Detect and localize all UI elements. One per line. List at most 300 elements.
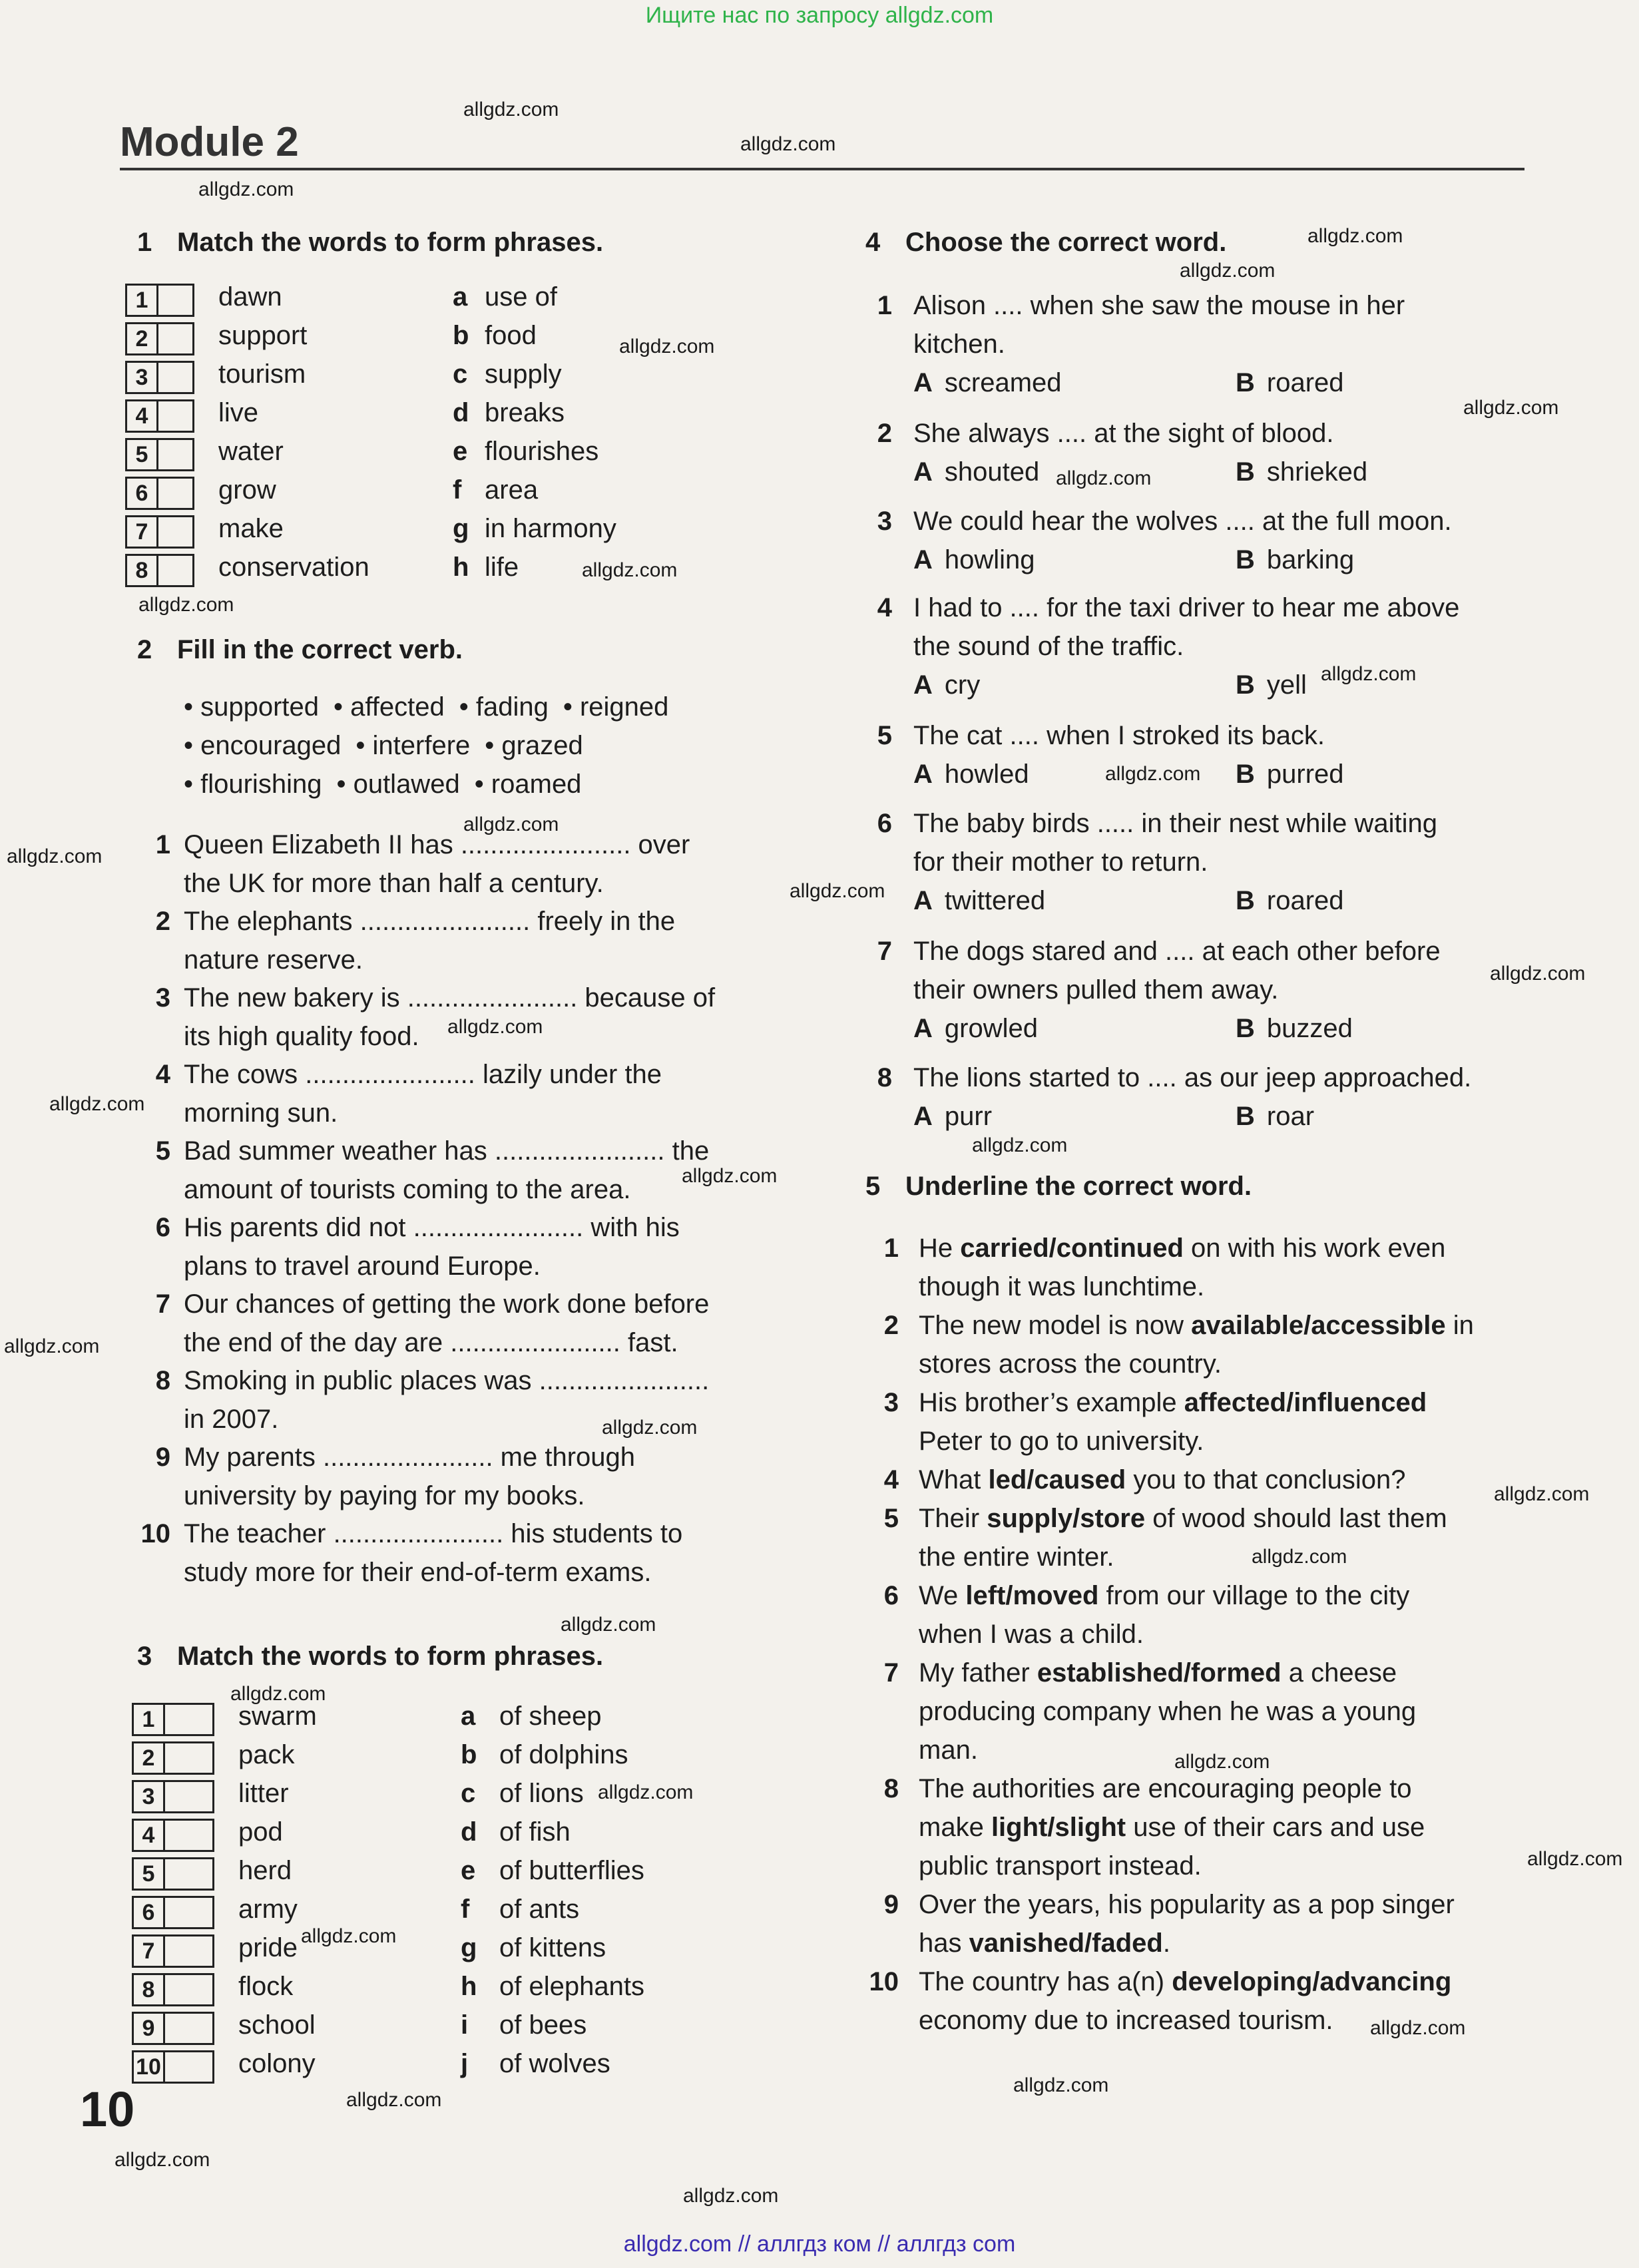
match-letter: d xyxy=(461,1817,477,1847)
option-a[interactable] xyxy=(913,881,1045,920)
match-word: live xyxy=(218,398,259,427)
option-b[interactable] xyxy=(1236,881,1344,920)
watermark-text: allgdz.com xyxy=(602,1417,698,1439)
option-a-text: twittered xyxy=(944,886,1046,915)
option-b[interactable] xyxy=(1236,363,1344,402)
item-number: 7 xyxy=(155,1289,170,1319)
option-b[interactable] xyxy=(1236,541,1354,579)
fill-in-item xyxy=(137,825,776,903)
watermark-text: allgdz.com xyxy=(972,1134,1068,1156)
verb-option: • fading xyxy=(459,692,549,722)
verb-option: • interfere xyxy=(355,731,471,760)
match-word: tourism xyxy=(218,359,306,389)
page-number: 10 xyxy=(80,2082,135,2137)
watermark-text: allgdz.com xyxy=(582,559,678,581)
item-line: for their mother to return. xyxy=(913,847,1208,877)
answer-options[interactable]: led/caused xyxy=(988,1465,1126,1494)
option-b-text: purred xyxy=(1266,760,1344,789)
text: in xyxy=(1445,1311,1474,1340)
option-a[interactable] xyxy=(913,453,1039,491)
item-line: the sound of the traffic. xyxy=(913,632,1184,661)
ex2-heading xyxy=(137,635,463,665)
match-phrase: of sheep xyxy=(499,1701,602,1731)
match-phrase: of fish xyxy=(499,1817,571,1847)
watermark-text: allgdz.com xyxy=(1307,225,1403,247)
match-word: make xyxy=(218,514,284,543)
option-b-letter: B xyxy=(1236,457,1255,487)
match-row xyxy=(132,1933,798,1972)
answer-box-number: 4 xyxy=(134,1821,165,1850)
answer-box[interactable] xyxy=(125,361,194,394)
option-b-text: barking xyxy=(1266,545,1355,574)
answer-box[interactable] xyxy=(132,1973,214,2006)
answer-box[interactable] xyxy=(125,554,194,587)
answer-box-number: 8 xyxy=(127,556,158,585)
verb-option: • flourishing xyxy=(184,770,322,799)
match-letter: e xyxy=(461,1856,476,1885)
match-row xyxy=(132,2049,798,2088)
item-number: 10 xyxy=(869,1967,899,1996)
item-line xyxy=(919,1461,1511,1499)
answer-box[interactable] xyxy=(132,1934,214,1968)
verb-bank-line-2 xyxy=(184,731,598,761)
verb-bank-line-3 xyxy=(184,770,596,799)
item-line: Queen Elizabeth II has ....................... over xyxy=(184,830,690,859)
watermark-text: allgdz.com xyxy=(1370,2017,1466,2039)
watermark-text: allgdz.com xyxy=(790,880,885,902)
answer-options[interactable]: light/slight xyxy=(991,1813,1126,1842)
item-line xyxy=(919,1654,1511,1692)
option-a-letter: A xyxy=(913,670,933,700)
ex2-number: 2 xyxy=(137,635,152,664)
item-line: man. xyxy=(919,1735,978,1765)
fill-in-item xyxy=(137,1055,776,1132)
item-line xyxy=(919,1576,1511,1615)
ex2-title: Fill in the correct verb. xyxy=(177,635,463,664)
watermark-text: allgdz.com xyxy=(740,133,836,155)
answer-box[interactable] xyxy=(132,1857,214,1891)
item-line: Alison .... when she saw the mouse in her xyxy=(913,291,1405,320)
item-line xyxy=(919,1885,1511,1924)
ex3-number: 3 xyxy=(137,1642,152,1671)
option-b[interactable] xyxy=(1236,755,1344,794)
match-row xyxy=(125,359,791,398)
text: a cheese xyxy=(1281,1658,1397,1688)
watermark-text: allgdz.com xyxy=(230,1683,326,1705)
option-a-text: howled xyxy=(944,760,1029,789)
match-word: conservation xyxy=(218,553,369,582)
watermark-text: allgdz.com xyxy=(4,1335,100,1357)
match-phrase: in harmony xyxy=(485,514,616,543)
match-phrase: of butterflies xyxy=(499,1856,644,1885)
text: He xyxy=(919,1234,961,1263)
text: The authorities are encouraging people to xyxy=(919,1774,1412,1803)
match-phrase: of dolphins xyxy=(499,1740,628,1769)
match-letter: c xyxy=(453,359,468,389)
choice-item xyxy=(865,588,1531,708)
answer-options[interactable]: established/formed xyxy=(1037,1658,1282,1688)
match-row xyxy=(132,1779,798,1817)
choice-item xyxy=(865,804,1531,924)
match-phrase: flourishes xyxy=(485,437,599,466)
item-line: amount of tourists coming to the area. xyxy=(184,1175,631,1204)
item-line: I had to .... for the taxi driver to hear me above xyxy=(913,593,1460,622)
match-row xyxy=(132,1701,798,1740)
option-a[interactable] xyxy=(913,666,980,704)
watermark-text: allgdz.com xyxy=(682,1165,778,1187)
option-a[interactable] xyxy=(913,1009,1038,1048)
answer-box[interactable] xyxy=(132,1741,214,1775)
answer-box-number: 6 xyxy=(127,479,158,508)
answer-box[interactable] xyxy=(125,284,194,317)
match-phrase: of wolves xyxy=(499,2049,610,2078)
item-number: 7 xyxy=(883,1658,899,1688)
match-word: pod xyxy=(238,1817,283,1847)
answer-box[interactable] xyxy=(132,1819,214,1852)
item-line: their owners pulled them away. xyxy=(913,975,1279,1005)
match-phrase: of kittens xyxy=(499,1933,606,1962)
match-letter: f xyxy=(453,475,462,505)
answer-box[interactable] xyxy=(132,1703,214,1736)
answer-box[interactable] xyxy=(132,2012,214,2045)
item-line: public transport instead. xyxy=(919,1851,1202,1881)
fill-in-item xyxy=(137,1514,776,1592)
item-line: morning sun. xyxy=(184,1098,338,1128)
item-number: 9 xyxy=(883,1890,899,1919)
answer-box-number: 8 xyxy=(134,1975,165,2004)
watermark-text: allgdz.com xyxy=(1013,2074,1109,2096)
watermark-text: allgdz.com xyxy=(619,336,715,357)
ex5-heading xyxy=(865,1172,1252,1202)
watermark-text: allgdz.com xyxy=(1527,1848,1623,1870)
item-line: producing company when he was a young xyxy=(919,1697,1417,1726)
answer-box[interactable] xyxy=(132,1780,214,1813)
item-line: the UK for more than half a century. xyxy=(184,869,604,898)
match-phrase: area xyxy=(485,475,539,505)
item-number: 2 xyxy=(155,907,170,936)
answer-box-number: 2 xyxy=(127,324,158,353)
item-line xyxy=(919,1962,1511,2001)
match-word: herd xyxy=(238,1856,292,1885)
option-b-text: roared xyxy=(1266,368,1344,397)
item-line: The baby birds ..... in their nest while waiting xyxy=(913,809,1438,838)
item-number: 1 xyxy=(883,1234,899,1263)
match-letter: f xyxy=(461,1895,470,1924)
match-word: swarm xyxy=(238,1701,317,1731)
option-a-text: screamed xyxy=(944,368,1062,397)
match-letter: i xyxy=(461,2010,469,2040)
ex1-number: 1 xyxy=(137,228,152,257)
option-b-text: roared xyxy=(1266,886,1344,915)
watermark-text: allgdz.com xyxy=(1494,1483,1590,1505)
verb-option: • supported xyxy=(184,692,320,722)
match-letter: h xyxy=(453,553,469,582)
item-number: 6 xyxy=(883,1581,899,1610)
fill-in-item xyxy=(137,1438,776,1515)
match-letter: g xyxy=(461,1933,477,1962)
item-line: The teacher ....................... his students to xyxy=(184,1519,683,1548)
match-row xyxy=(132,1856,798,1895)
item-number: 8 xyxy=(877,1063,892,1092)
answer-box[interactable] xyxy=(125,322,194,355)
watermark-text: allgdz.com xyxy=(346,2089,442,2111)
option-a-text: shouted xyxy=(944,457,1040,487)
match-row xyxy=(125,553,791,591)
option-a[interactable] xyxy=(913,541,1035,579)
answer-box-number: 10 xyxy=(134,2052,165,2082)
fill-in-item xyxy=(137,1285,776,1362)
option-b-text: roar xyxy=(1266,1102,1315,1131)
option-a-letter: A xyxy=(913,545,933,574)
option-b[interactable] xyxy=(1236,1097,1314,1136)
item-number: 3 xyxy=(883,1388,899,1417)
item-line: The new bakery is ....................... because of xyxy=(184,983,716,1013)
item-line xyxy=(919,1499,1511,1538)
match-word: dawn xyxy=(218,282,282,312)
match-letter: g xyxy=(453,514,469,543)
match-word: pride xyxy=(238,1933,298,1962)
match-letter: c xyxy=(461,1779,476,1808)
choice-item xyxy=(865,1058,1531,1178)
match-phrase: of elephants xyxy=(499,1972,644,2001)
item-line xyxy=(919,1229,1511,1267)
match-letter: j xyxy=(461,2049,469,2078)
option-b[interactable] xyxy=(1236,1009,1353,1048)
option-a-text: growled xyxy=(944,1014,1038,1043)
watermark-text: allgdz.com xyxy=(1463,397,1559,419)
answer-box-number: 2 xyxy=(134,1743,165,1773)
item-number: 8 xyxy=(883,1774,899,1803)
item-number: 4 xyxy=(877,593,892,622)
answer-box[interactable] xyxy=(125,399,194,433)
match-phrase: food xyxy=(485,321,537,350)
match-word: pack xyxy=(238,1740,295,1769)
match-row xyxy=(132,1972,798,2010)
match-word: water xyxy=(218,437,284,466)
answer-options[interactable]: affected/influenced xyxy=(1184,1388,1427,1417)
answer-box[interactable] xyxy=(132,2050,214,2084)
option-b-text: buzzed xyxy=(1266,1014,1353,1043)
match-row xyxy=(132,1895,798,1933)
match-row xyxy=(125,475,791,514)
item-number: 7 xyxy=(877,937,892,966)
item-number: 5 xyxy=(883,1504,899,1533)
answer-options[interactable]: carried/continued xyxy=(960,1234,1184,1263)
option-b[interactable] xyxy=(1236,666,1307,704)
item-line: economy due to increased tourism. xyxy=(919,2006,1333,2035)
match-row xyxy=(132,2010,798,2049)
item-number: 5 xyxy=(877,721,892,750)
answer-box-number: 1 xyxy=(127,286,158,315)
option-b[interactable] xyxy=(1236,453,1367,491)
watermark-text: allgdz.com xyxy=(1105,763,1201,785)
answer-box-number: 1 xyxy=(134,1705,165,1734)
item-line: nature reserve. xyxy=(184,945,363,975)
item-number: 10 xyxy=(140,1519,170,1548)
item-line: the end of the day are ....................... fast. xyxy=(184,1328,678,1357)
option-a[interactable] xyxy=(913,1097,992,1136)
match-row xyxy=(132,1817,798,1856)
item-number: 4 xyxy=(883,1465,899,1494)
text: His brother’s example xyxy=(919,1388,1184,1417)
option-a-text: purr xyxy=(944,1102,993,1131)
item-number: 1 xyxy=(877,291,892,320)
option-b-letter: B xyxy=(1236,545,1255,574)
text: . xyxy=(1162,1928,1170,1958)
underline-item xyxy=(865,1769,1531,1889)
option-a[interactable] xyxy=(913,755,1029,794)
item-line: university by paying for my books. xyxy=(184,1481,585,1510)
watermark-text: allgdz.com xyxy=(1056,467,1152,489)
watermark-text: allgdz.com xyxy=(198,178,294,200)
ex3-title: Match the words to form phrases. xyxy=(177,1642,604,1671)
text: Over the years, his popularity as a pop singer xyxy=(919,1890,1455,1919)
watermark-text: allgdz.com xyxy=(1490,963,1586,985)
match-phrase: of lions xyxy=(499,1779,584,1808)
text: My father xyxy=(919,1658,1037,1688)
answer-box[interactable] xyxy=(125,515,194,549)
answer-box-number: 7 xyxy=(127,517,158,547)
item-line: kitchen. xyxy=(913,330,1005,359)
ex5-title: Underline the correct word. xyxy=(905,1172,1252,1201)
match-word: support xyxy=(218,321,308,350)
match-letter: a xyxy=(461,1701,476,1731)
watermark-text: allgdz.com xyxy=(138,594,234,616)
match-row xyxy=(125,514,791,553)
module-title: Module 2 xyxy=(120,119,299,165)
text: Their xyxy=(919,1504,987,1533)
verb-option: • reigned xyxy=(563,692,669,722)
verb-option: • outlawed xyxy=(336,770,460,799)
match-letter: b xyxy=(453,321,469,350)
option-b-letter: B xyxy=(1236,886,1255,915)
match-word: colony xyxy=(238,2049,316,2078)
item-line: The dogs stared and .... at each other before xyxy=(913,937,1441,966)
option-a-letter: A xyxy=(913,760,933,789)
answer-box[interactable] xyxy=(132,1896,214,1929)
watermark-text: allgdz.com xyxy=(301,1925,397,1947)
option-b-letter: B xyxy=(1236,1102,1255,1131)
answer-box-number: 7 xyxy=(134,1936,165,1966)
option-b-letter: B xyxy=(1236,368,1255,397)
item-number: 3 xyxy=(155,983,170,1013)
option-b-letter: B xyxy=(1236,760,1255,789)
answer-box-number: 5 xyxy=(127,440,158,469)
item-line: Our chances of getting the work done before xyxy=(184,1289,710,1319)
answer-box[interactable] xyxy=(125,477,194,510)
answer-box-number: 4 xyxy=(127,401,158,431)
text: has xyxy=(919,1928,969,1958)
text: make xyxy=(919,1813,991,1842)
match-letter: e xyxy=(453,437,468,466)
answer-box[interactable] xyxy=(125,438,194,471)
match-letter: b xyxy=(461,1740,477,1769)
bottom-banner: allgdz.com // аллгдз ком // аллгдз com xyxy=(623,2231,1016,2257)
match-phrase: breaks xyxy=(485,398,565,427)
watermark-text: allgdz.com xyxy=(463,99,559,120)
choice-item xyxy=(865,932,1531,1052)
text: from our village to the city xyxy=(1098,1581,1410,1610)
option-a-letter: A xyxy=(913,457,933,487)
answer-options[interactable]: developing/advancing xyxy=(1172,1967,1452,1996)
match-word: litter xyxy=(238,1779,289,1808)
option-a-letter: A xyxy=(913,1014,933,1043)
option-b-letter: B xyxy=(1236,1014,1255,1043)
option-a-text: howling xyxy=(944,545,1035,574)
answer-options[interactable]: supply/store xyxy=(987,1504,1146,1533)
item-line: plans to travel around Europe. xyxy=(184,1251,541,1281)
item-line: in 2007. xyxy=(184,1405,279,1434)
match-phrase: life xyxy=(485,553,519,582)
text: of wood should last them xyxy=(1145,1504,1447,1533)
answer-options[interactable]: available/accessible xyxy=(1191,1311,1446,1340)
text: you to that conclusion? xyxy=(1126,1465,1406,1494)
answer-options[interactable]: vanished/faded xyxy=(969,1928,1163,1958)
fill-in-item xyxy=(137,902,776,979)
item-number: 3 xyxy=(877,507,892,536)
answer-options[interactable]: left/moved xyxy=(965,1581,1099,1610)
option-a-text: cry xyxy=(944,670,981,700)
item-line: She always .... at the sight of blood. xyxy=(913,419,1334,448)
answer-box-number: 5 xyxy=(134,1859,165,1889)
item-number: 5 xyxy=(155,1136,170,1166)
item-line: the entire winter. xyxy=(919,1542,1114,1572)
match-phrase: of ants xyxy=(499,1895,580,1924)
match-row xyxy=(125,398,791,437)
answer-box-number: 3 xyxy=(127,363,158,392)
watermark-text: allgdz.com xyxy=(598,1781,694,1803)
watermark-text: allgdz.com xyxy=(49,1093,145,1115)
verb-option: • roamed xyxy=(474,770,582,799)
verb-option: • grazed xyxy=(485,731,583,760)
answer-box-number: 3 xyxy=(134,1782,165,1811)
watermark-text: allgdz.com xyxy=(1180,260,1276,282)
item-line xyxy=(919,1808,1511,1847)
watermark-text: allgdz.com xyxy=(115,2149,210,2171)
item-line: My parents ....................... me through xyxy=(184,1443,636,1472)
verb-option: • encouraged xyxy=(184,731,342,760)
fill-in-item xyxy=(137,1132,776,1209)
text: What xyxy=(919,1465,989,1494)
fill-in-item xyxy=(137,1208,776,1285)
match-letter: h xyxy=(461,1972,477,2001)
ex4-number: 4 xyxy=(865,228,881,257)
item-line: The elephants ....................... freely in the xyxy=(184,907,676,936)
match-word: school xyxy=(238,2010,316,2040)
watermark-text: allgdz.com xyxy=(1252,1546,1347,1568)
item-line: Peter to go to university. xyxy=(919,1427,1204,1456)
item-number: 1 xyxy=(155,830,170,859)
match-word: army xyxy=(238,1895,298,1924)
item-line: study more for their end-of-term exams. xyxy=(184,1558,652,1587)
match-row xyxy=(132,1740,798,1779)
item-number: 6 xyxy=(877,809,892,838)
item-number: 2 xyxy=(883,1311,899,1340)
option-a[interactable] xyxy=(913,363,1062,402)
option-b-letter: B xyxy=(1236,670,1255,700)
option-b-text: shrieked xyxy=(1266,457,1368,487)
item-number: 4 xyxy=(155,1060,170,1089)
item-line: though it was lunchtime. xyxy=(919,1272,1205,1301)
item-line: stores across the country. xyxy=(919,1349,1222,1379)
option-a-letter: A xyxy=(913,368,933,397)
match-row xyxy=(125,282,791,321)
ex4-title: Choose the correct word. xyxy=(905,228,1227,257)
verb-bank-line-1 xyxy=(184,692,683,722)
text: on with his work even xyxy=(1183,1234,1446,1263)
item-line: The lions started to .... as our jeep approached. xyxy=(913,1063,1472,1092)
match-word: grow xyxy=(218,475,276,505)
